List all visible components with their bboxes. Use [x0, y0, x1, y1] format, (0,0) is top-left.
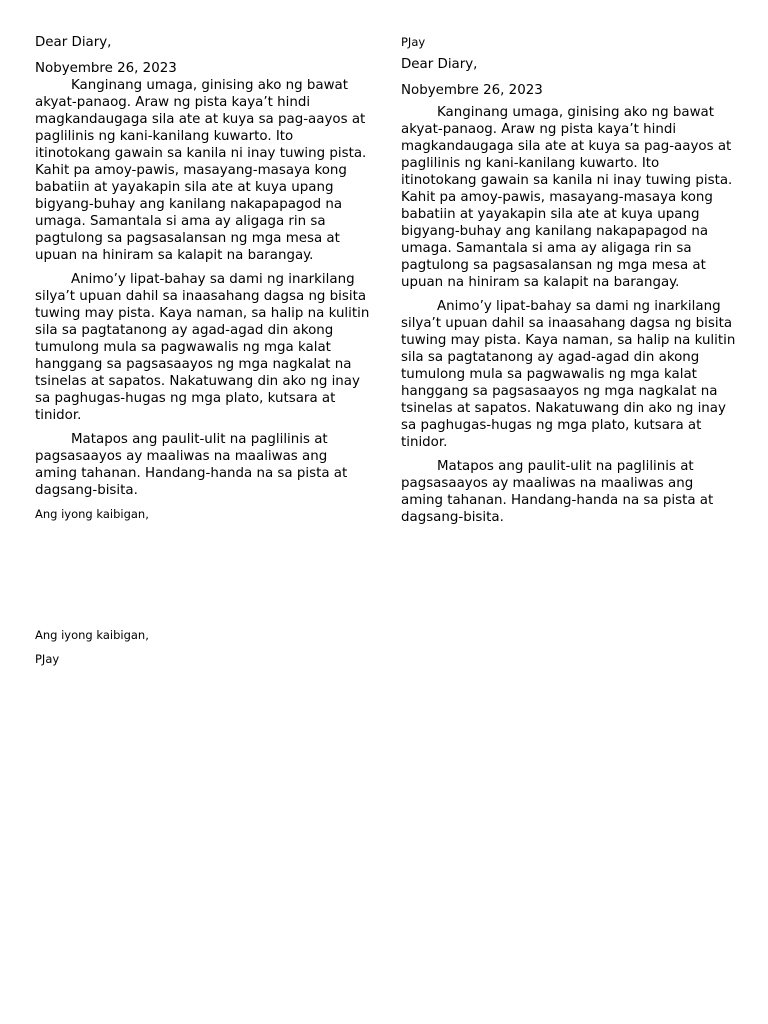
left-date: Nobyembre 26, 2023 — [35, 61, 177, 76]
right-paragraph-1: Kanginang umaga, ginising ako ng bawat akyat-panaog. Araw ng pista kaya’t hindi magkandaugaga sila ate at kuya sa pag-aayos at paglilinis ng kani-kanilang kuwarto. Ito itinotokang gawain sa kanila ni inay tuwing pista. Kahit pa amoy-pawis, masayang-masaya kong babatiin at yayakapin sila ate at kuya upang bigyang-buhay ang kanilang nakapapagod na umaga. Samantala si ama ay aligaga rin sa pagtulong sa pagsasalansan ng mga mesa at upuan na hiniram sa kalapit na barangay. — [401, 105, 733, 290]
right-paragraph-2: Animo’y lipat-bahay sa dami ng inarkilang silya’t upuan dahil sa inaasahang dagsa ng bisita tuwing may pista. Kaya naman, sa halip na kulitin sila sa pagtatanong ay agad-agad din akong tumulong mula sa pagwawalis ng mga kalat hanggang sa pagsasaayos ng mga nagkalat na tsinelas at sapatos. Nakatuwang din ako ng inay sa paghugas-hugas ng mga plato, kutsara at tinidor. — [401, 299, 736, 450]
left-closing-small: Ang iyong kaibigan, — [35, 507, 149, 521]
left-greeting: Dear Diary, — [35, 35, 112, 50]
left-paragraph-1: Kanginang umaga, ginising ako ng bawat akyat-panaog. Araw ng pista kaya’t hindi magkandaugaga sila ate at kuya sa pag-aayos at paglilinis ng kani-kanilang kuwarto. Ito itinotokang gawain sa kanila ni inay tuwing pista. Kahit pa amoy-pawis, masayang-masaya kong babatiin at yayakapin sila ate at kuya upang bigyang-buhay ang kanilang nakapapagod na umaga. Samantala si ama ay aligaga rin sa pagtulong sa pagsasalansan ng mga mesa at upuan na hiniram sa kalapit na barangay. — [35, 78, 367, 263]
right-signature-top: PJay — [401, 35, 426, 49]
left-signature: PJay — [35, 652, 60, 666]
left-closing: Ang iyong kaibigan, — [35, 628, 149, 642]
right-date: Nobyembre 26, 2023 — [401, 83, 543, 98]
right-paragraph-3: Matapos ang paulit-ulit na paglilinis at pagsasaayos ay maaliwas na maaliwas ang aming tahanan. Handang-handa na sa pista at dagsang-bisita. — [401, 459, 714, 525]
right-letter — [401, 34, 737, 533]
left-letter — [35, 34, 371, 532]
left-paragraph-3: Matapos ang paulit-ulit na paglilinis at pagsasaayos ay maaliwas na maaliwas ang aming tahanan. Handang-handa na sa pista at dagsang-bisita. — [35, 432, 348, 498]
left-paragraph-2: Animo’y lipat-bahay sa dami ng inarkilang silya’t upuan dahil sa inaasahang dagsa ng bisita tuwing may pista. Kaya naman, sa halip na kulitin sila sa pagtatanong ay agad-agad din akong tumulong mula sa pagwawalis ng mga kalat hanggang sa pagsasaayos ng mga nagkalat na tsinelas at sapatos. Nakatuwang din ako ng inay sa paghugas-hugas ng mga plato, kutsara at tinidor. — [35, 272, 370, 423]
right-greeting: Dear Diary, — [401, 57, 478, 72]
